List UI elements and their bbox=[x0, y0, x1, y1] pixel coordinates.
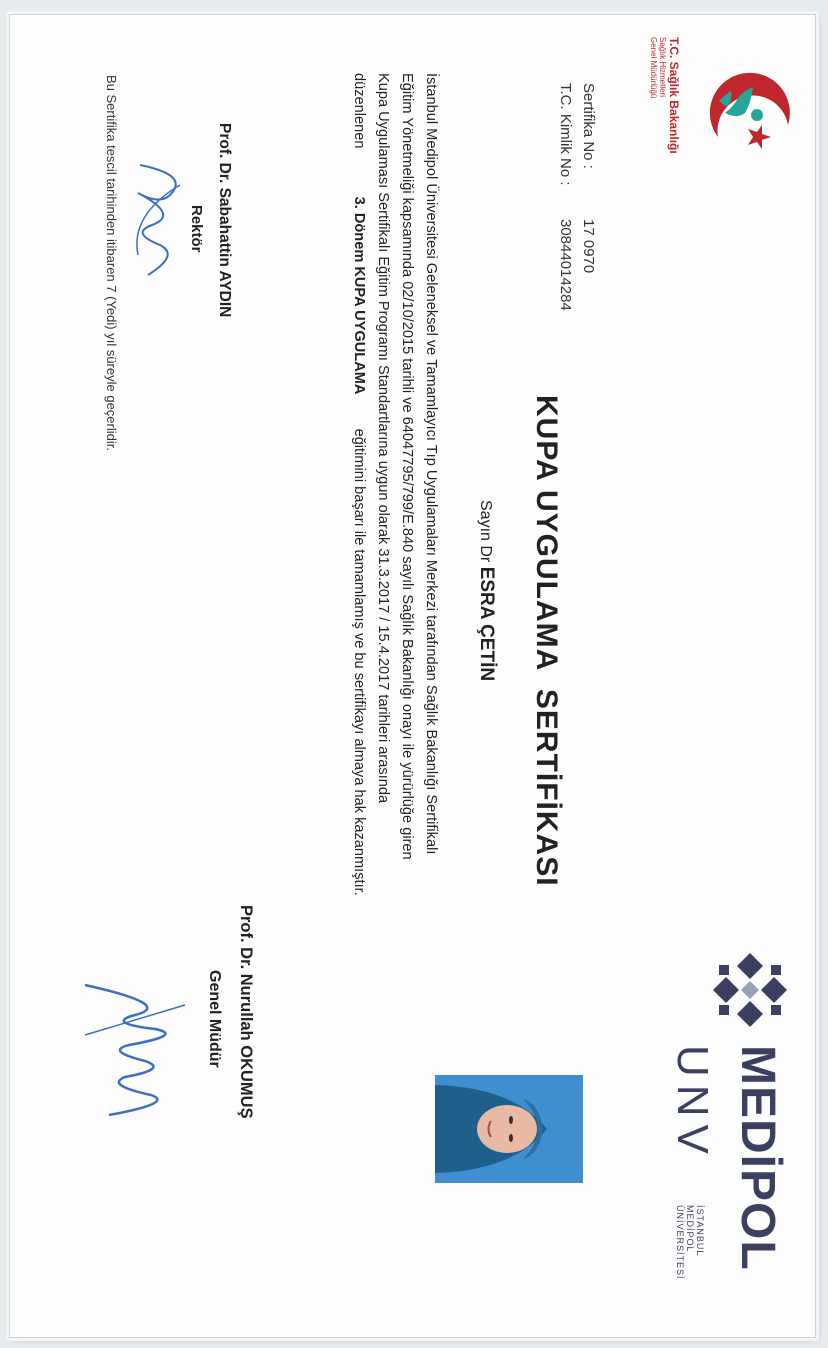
ministry-title: T.C. Sağlık Bakanlığı bbox=[667, 37, 681, 154]
istanbul-line-3: ÜNİVERSİTESİ bbox=[675, 1205, 685, 1280]
training-term: 3. Dönem KUPA UYGULAMA bbox=[351, 196, 367, 395]
national-id-label: T.C. Kimlik No : bbox=[557, 83, 574, 186]
recipient-name: ESRA ÇETİN bbox=[476, 566, 497, 682]
ministry-subtitle-1: Sağlık Hizmetleri bbox=[658, 37, 667, 98]
certificate-title: KUPA UYGULAMA SERTİFİKASI bbox=[530, 395, 563, 887]
handwritten-signature-icon bbox=[75, 965, 205, 1125]
medipol-unv: UNV bbox=[668, 1045, 717, 1162]
body-line-1: İstanbul Medipol Üniversitesi Geleneksel ve Tamamlayıcı Tıp Uygulamaları Merkezi tarafından Sağlık Bakanlığı Sertifikalı bbox=[423, 73, 439, 855]
recipient-photo bbox=[435, 1075, 583, 1183]
general-manager-title: Genel Müdür bbox=[206, 970, 223, 1068]
recipient bbox=[475, 500, 497, 681]
istanbul-line-2: MEDİPOL bbox=[685, 1205, 695, 1253]
certificate-canvas bbox=[10, 15, 815, 1337]
national-id-value: 30844014284 bbox=[557, 219, 574, 311]
ministry-of-health-icon bbox=[683, 55, 803, 155]
certificate-number-label: Sertifika No : bbox=[580, 83, 597, 169]
medipol-brand: MEDİPOL bbox=[731, 1045, 784, 1271]
body-line-4-start: düzenlenen bbox=[351, 73, 367, 149]
rector-title: Rektör bbox=[188, 205, 205, 253]
body-line-2: Eğitim Yönetmeliği kapsamında 02/10/2015 tarihli ve 64047795/799/E.840 sayılı Sağlık Bakanlığı onayı ile yürürlüğe giren bbox=[399, 73, 415, 860]
recipient-prefix: Sayın Dr bbox=[477, 500, 494, 563]
validity-footer: Bu Sertifika tescil tarihinden itibaren 7 (Yedi) yıl süreyle geçerlidir. bbox=[104, 75, 119, 451]
general-manager-name: Prof. Dr. Nurullah OKUMUŞ bbox=[237, 905, 255, 1119]
body-line-4 bbox=[347, 73, 371, 1273]
certificate-number-row bbox=[580, 83, 597, 311]
rector-name: Prof. Dr. Sabahattin AYDIN bbox=[216, 123, 233, 318]
istanbul-line-1: İSTANBUL bbox=[695, 1205, 705, 1257]
body-line-4-end: eğitimini başarı ile tamamlamış ve bu sertifikayı almaya hak kazanmıştır. bbox=[351, 428, 367, 896]
body-line-3: Kupa Uygulaması Sertifikalı Eğitim Programı Standartlarına uygun olarak 31.3.2017 / 15.4.2017 tarihleri arasında bbox=[375, 73, 391, 804]
certificate-body bbox=[347, 73, 443, 1273]
medipol-istanbul bbox=[675, 1205, 705, 1295]
ministry-subtitle-2: Genel Müdürlüğü bbox=[649, 37, 658, 99]
ministry-text bbox=[649, 37, 681, 167]
national-id-row bbox=[557, 83, 574, 311]
certificate-meta bbox=[551, 83, 597, 311]
university-logo bbox=[645, 945, 795, 1305]
certificate-number-value: 17 0970 bbox=[580, 219, 597, 274]
medipol-knot-icon bbox=[705, 945, 795, 1035]
certificate-paper bbox=[9, 14, 816, 1338]
